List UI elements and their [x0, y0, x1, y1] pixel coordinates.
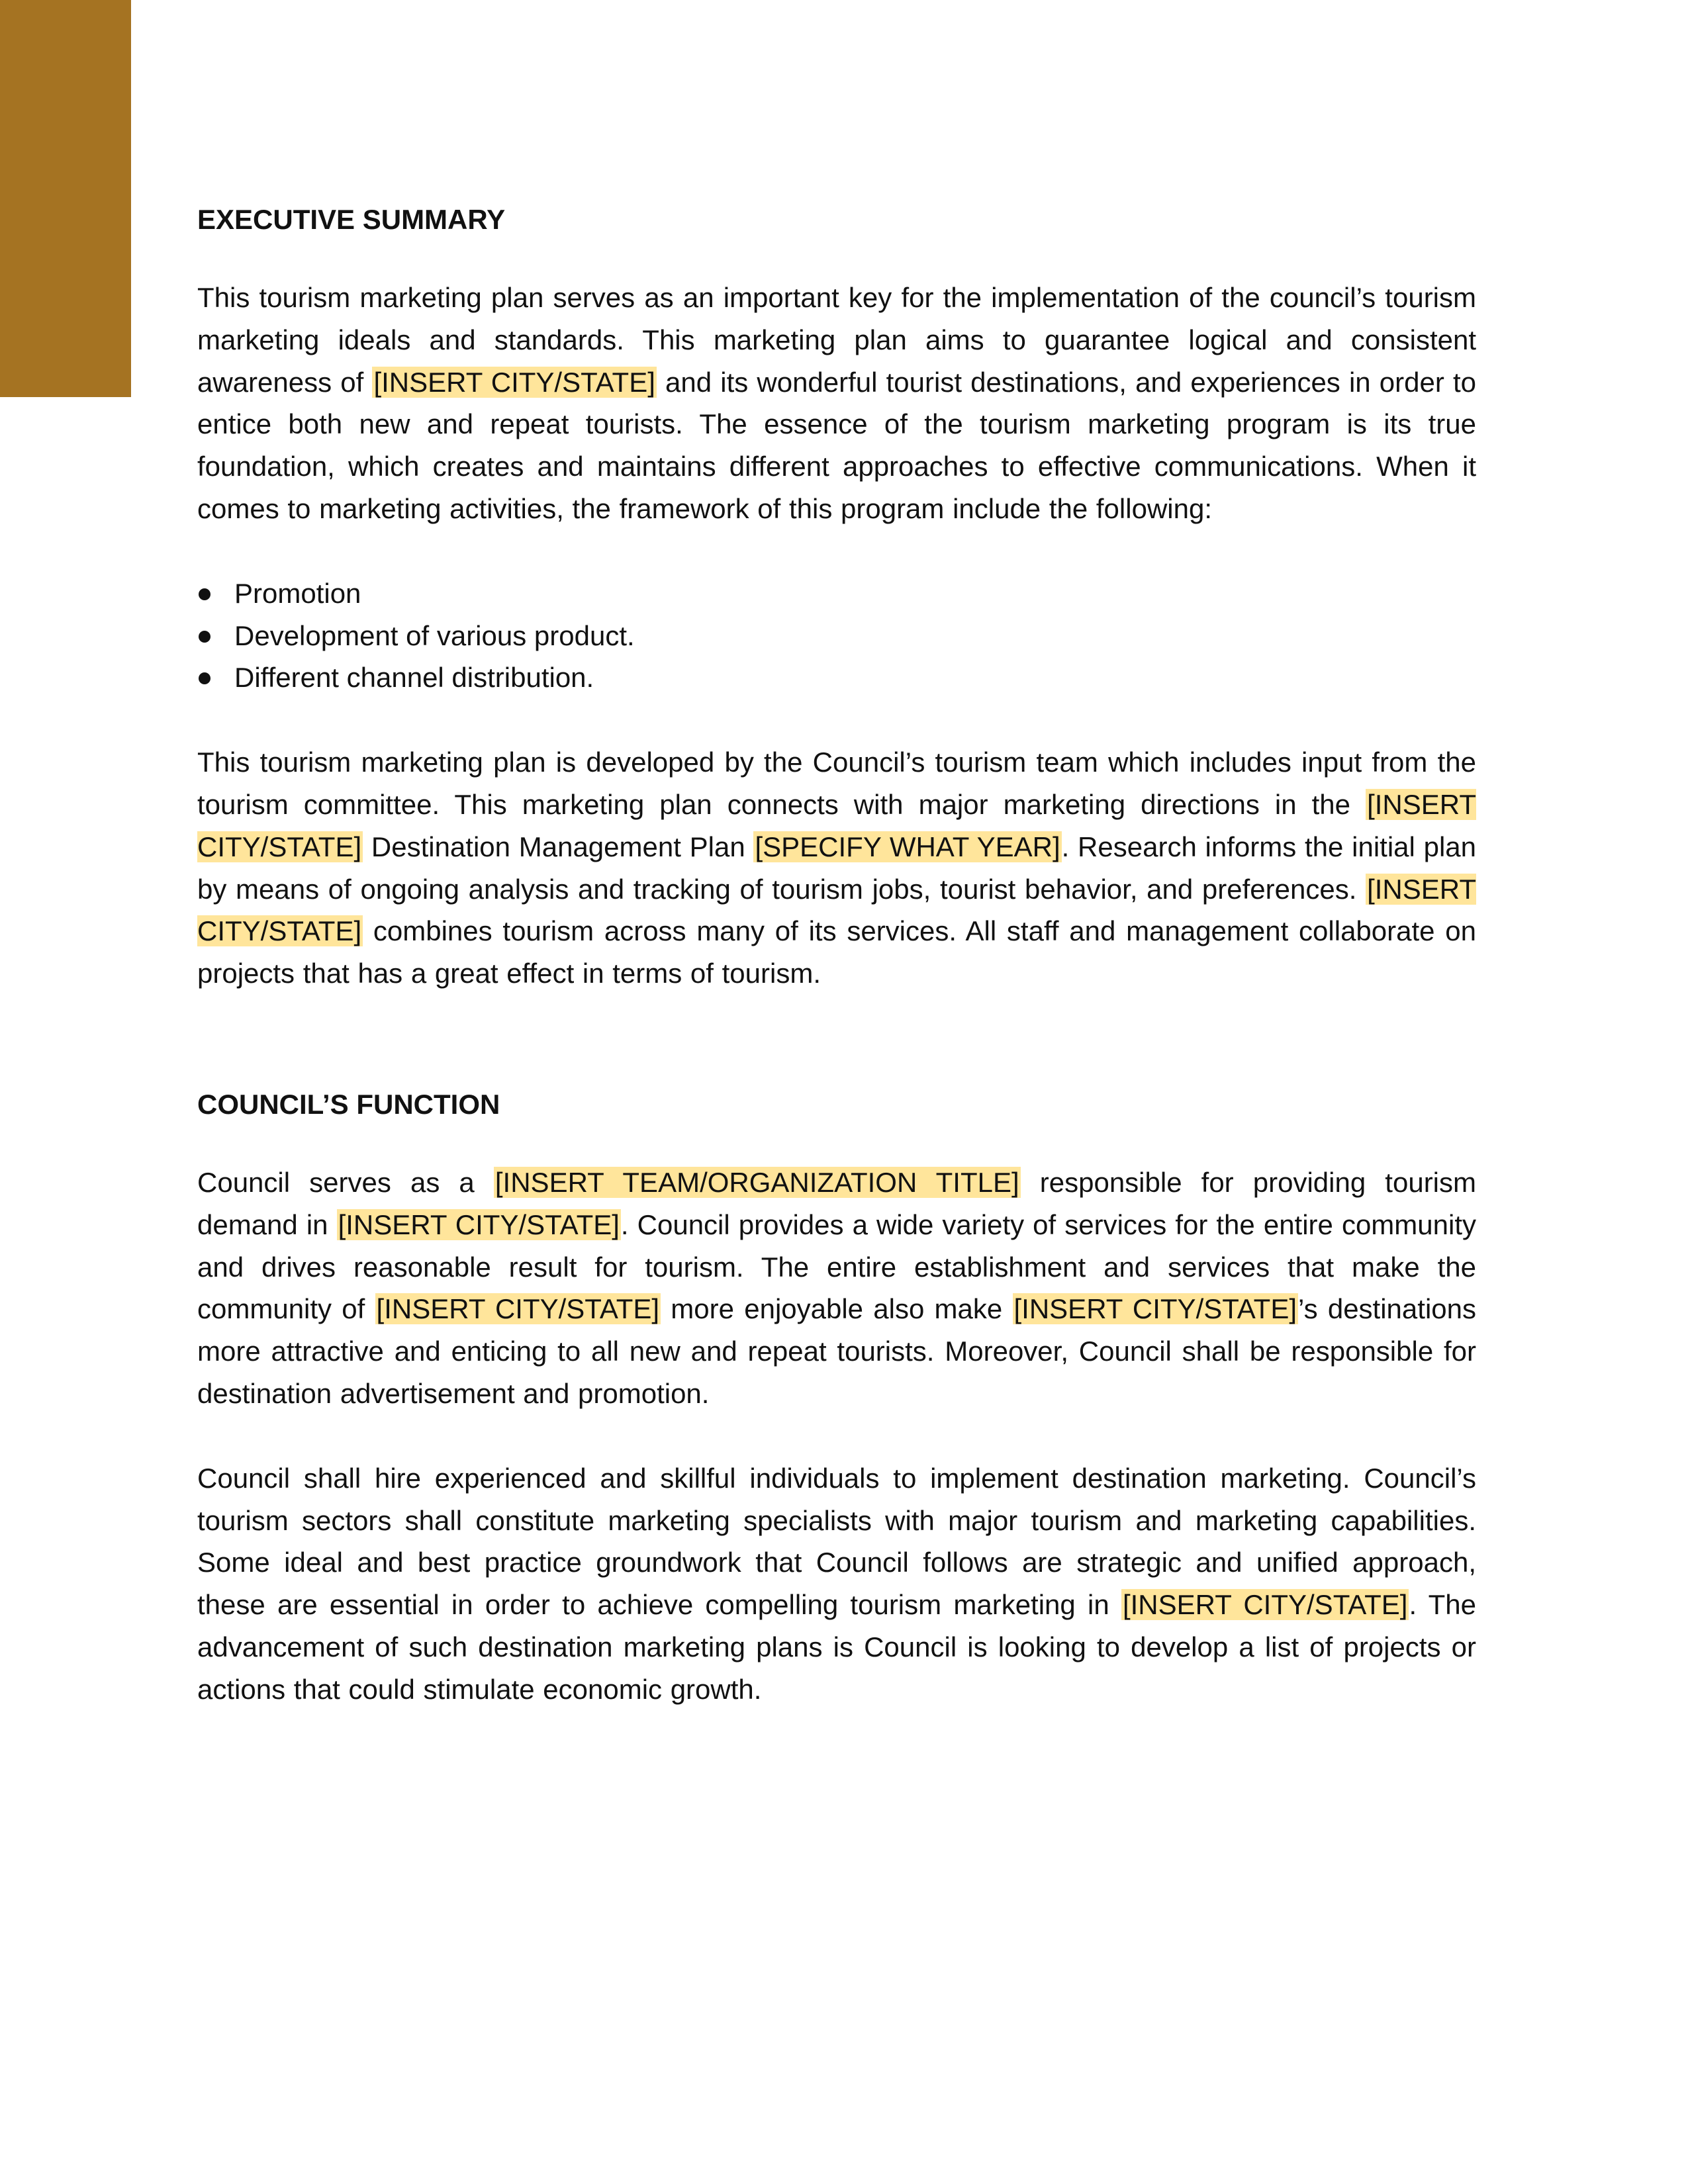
list-item-text: Different channel distribution. [234, 662, 594, 694]
placeholder-highlight: [INSERT CITY/STATE] [197, 788, 1476, 862]
executive-summary-paragraph-2 [197, 741, 1476, 995]
paragraph-text: and its wonderful tourist destinations, and experiences in order to entice both new and repeat tourists. The essence of the tourism marketing program is its true foundation, which creates and maintains different approaches to effective communications. When it comes to marketing activities, the framework of this program include the following: [197, 366, 1476, 524]
list-item [197, 657, 1476, 699]
paragraph-text: more enjoyable also make [661, 1293, 1013, 1325]
paragraph-text: . Council provides a wide variety of services for the entire community and drives reasonable result for tourism. The entire establishment and services that make the community of [197, 1208, 1476, 1325]
placeholder-highlight: [INSERT TEAM/ORGANIZATION TITLE] [494, 1166, 1019, 1198]
framework-bullet-list [197, 572, 1476, 699]
paragraph-text: responsible for providing tourism demand in [197, 1166, 1476, 1240]
placeholder-highlight: [INSERT CITY/STATE] [197, 873, 1476, 947]
placeholder-highlight: [INSERT CITY/STATE] [373, 366, 655, 398]
paragraph-text: . The advancement of such destination marketing plans is Council is looking to develop a list of projects or actions that could stimulate economic growth. [197, 1589, 1476, 1705]
paragraph-text: . Research informs the initial plan by means of ongoing analysis and tracking of tourism jobs, tourist behavior, and preferences. [197, 831, 1476, 905]
placeholder-highlight: [INSERT CITY/STATE] [1122, 1589, 1408, 1621]
section-heading-executive-summary: EXECUTIVE SUMMARY [197, 204, 506, 235]
section-heading-councils-function: COUNCIL’S FUNCTION [197, 1088, 500, 1120]
paragraph-text: combines tourism across many of its services. All staff and management collaborate on projects that has a great effect in terms of tourism. [197, 915, 1476, 989]
bullet-icon [199, 588, 211, 600]
placeholder-highlight: [INSERT CITY/STATE] [1013, 1293, 1297, 1325]
councils-function-section [197, 1077, 1476, 1711]
paragraph-text: Council shall hire experienced and skillful individuals to implement destination marketing. Council’s tourism sectors shall constitute marketing specialists with major tourism and marketing capabilities. Some ideal and best practice groundwork that Council follows are strategic and unified approach, these are essential in order to achieve compelling tourism marketing in [197, 1462, 1476, 1621]
placeholder-highlight: [SPECIFY WHAT YEAR] [755, 831, 1060, 862]
list-item-text: Development of various product. [234, 619, 635, 651]
bullet-icon [199, 631, 211, 643]
placeholder-highlight: [INSERT CITY/STATE] [338, 1208, 620, 1240]
paragraph-text: Destination Management Plan [363, 831, 754, 862]
bullet-icon [199, 672, 211, 684]
placeholder-highlight: [INSERT CITY/STATE] [376, 1293, 660, 1325]
paragraph-text: This tourism marketing plan serves as an important key for the implementation of the council’s tourism marketing ideals and standards. This marketing plan aims to guarantee logical and consistent awareness of [197, 282, 1476, 398]
list-item-text: Promotion [234, 577, 361, 609]
councils-function-paragraph-2 [197, 1457, 1476, 1711]
paragraph-text: This tourism marketing plan is developed by the Council’s tourism team which includes input from the tourism committee. This marketing plan connects with major marketing directions in the [197, 747, 1476, 820]
document-body [197, 192, 1476, 1711]
executive-summary-paragraph-1 [197, 277, 1476, 530]
executive-summary-section [197, 192, 1476, 995]
councils-function-paragraph-1 [197, 1161, 1476, 1415]
list-item [197, 572, 1476, 615]
accent-bar [0, 0, 131, 397]
list-item [197, 615, 1476, 657]
paragraph-text: ’s destinations more attractive and enticing to all new and repeat tourists. Moreover, Council shall be responsible for destination advertisement and promotion. [197, 1293, 1476, 1409]
paragraph-text: Council serves as a [197, 1166, 494, 1198]
